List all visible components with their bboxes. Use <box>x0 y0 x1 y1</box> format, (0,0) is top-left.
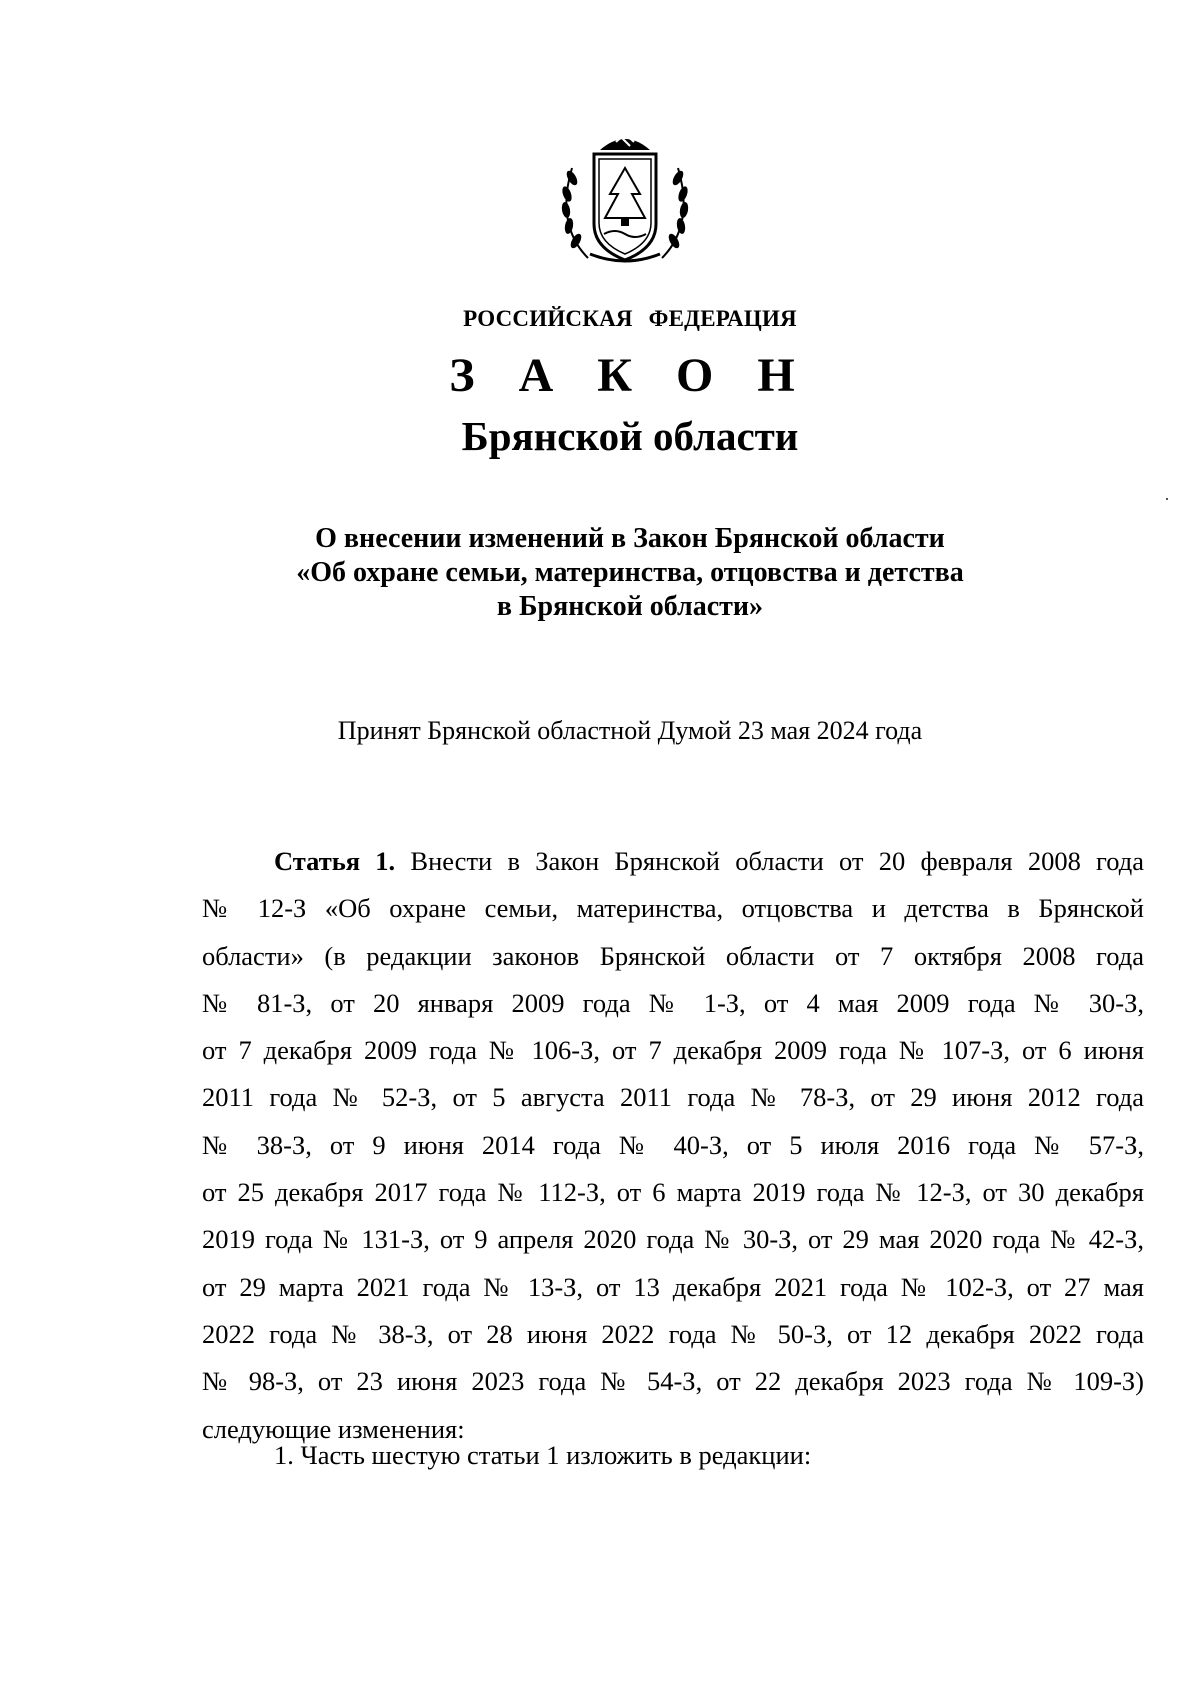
article-1-line: 2011 года № 52-З, от 5 августа 2011 года № 78-З, от 29 июня 2012 года <box>202 1082 1144 1113</box>
scan-speck <box>1166 498 1168 500</box>
law-heading-line-1: О внесении изменений в Закон Брянской области <box>315 523 945 554</box>
article-1-line: № 38-З, от 9 июня 2014 года № 40-З, от 5 июля 2016 года № 57-З, <box>202 1129 1144 1160</box>
law-title: З А К О Н <box>449 349 811 402</box>
law-heading <box>0 522 1200 624</box>
article-1-line: 2022 года № 38-З, от 28 июня 2022 года № 50-З, от 12 декабря 2022 года <box>202 1318 1144 1349</box>
article-1-line: № 98-З, от 23 июня 2023 года № 54-З, от 22 декабря 2023 года № 109-З) <box>202 1366 1144 1397</box>
article-1-line: Статья 1. Внести в Закон Брянской области от 20 февраля 2008 года <box>274 846 1144 876</box>
article-1-line: области» (в редакции законов Брянской области от 7 октября 2008 года <box>202 940 1144 971</box>
article-1-line: № 12-З «Об охране семьи, материнства, отцовства и детства в Брянской <box>202 893 1144 924</box>
adoption-statement: Принят Брянской областной Думой 23 мая 2024 года <box>337 716 923 745</box>
law-heading-line-2: «Об охране семьи, материнства, отцовства и детства <box>296 557 964 588</box>
amendment-item-1: 1. Часть шестую статьи 1 изложить в редакции: <box>274 1440 812 1470</box>
article-1-line: 2019 года № 131-З, от 9 апреля 2020 года № 30-З, от 29 мая 2020 года № 42-З, <box>202 1224 1144 1255</box>
article-1-line: № 81-З, от 20 января 2009 года № 1-З, от 4 мая 2009 года № 30-З, <box>202 987 1144 1018</box>
law-heading-line-3: в Брянской области» <box>496 591 764 622</box>
coat-of-arms-icon <box>550 128 700 268</box>
article-1-line: от 25 декабря 2017 года № 112-З, от 6 марта 2019 года № 12-З, от 30 декабря <box>202 1177 1144 1208</box>
article-1-line: следующие изменения: <box>202 1413 465 1444</box>
law-region: Брянской области <box>461 413 799 459</box>
federation-label: РОССИЙСКАЯ ФЕДЕРАЦИЯ <box>463 306 797 331</box>
article-1 <box>202 838 1144 1453</box>
article-1-line: от 29 марта 2021 года № 13-З, от 13 декабря 2021 года № 102-З, от 27 мая <box>202 1271 1144 1302</box>
article-1-line: от 7 декабря 2009 года № 106-З, от 7 декабря 2009 года № 107-З, от 6 июня <box>202 1035 1144 1066</box>
article-1-label: Статья 1. <box>274 846 396 876</box>
